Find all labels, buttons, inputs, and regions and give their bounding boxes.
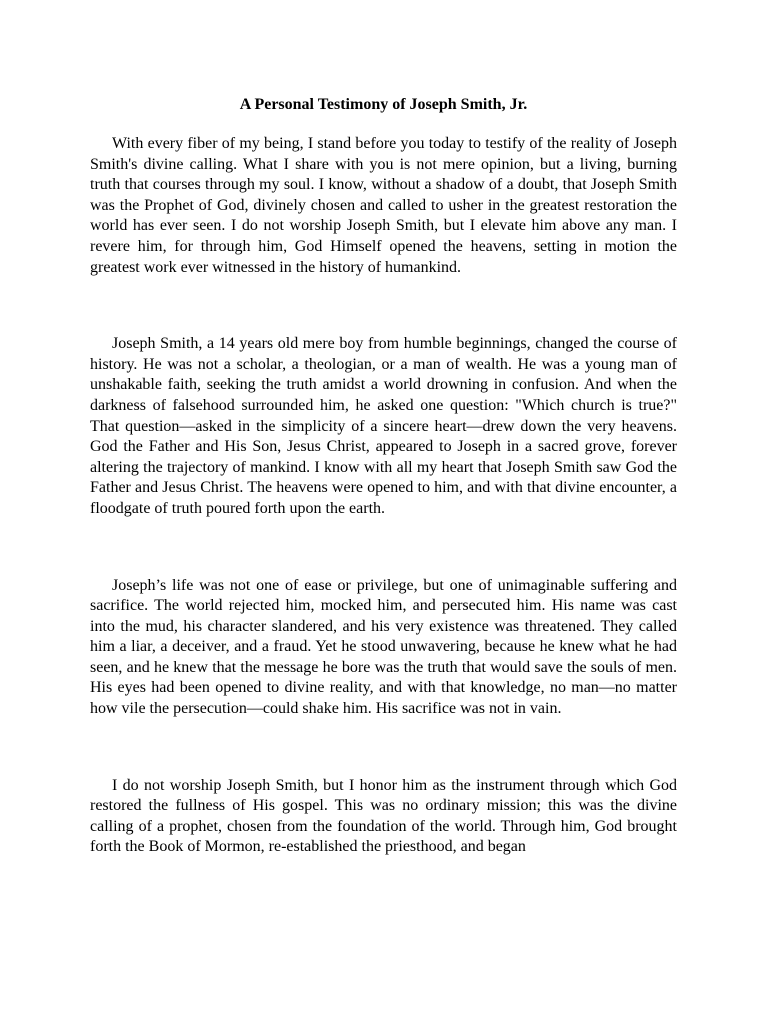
paragraph-4: I do not worship Joseph Smith, but I honor him as the instrument through which God restored the fullness of His gospel. This was no ordinary mission; this was the divine calling of a prophet, chosen from the foundation of the world. Through him, God brought forth the Book of Mormon, re-established the priesthood, and began [90, 776, 677, 856]
document-page [90, 95, 677, 858]
document-title: A Personal Testimony of Joseph Smith, Jr. [239, 96, 528, 113]
paragraph-3: Joseph’s life was not one of ease or privilege, but one of unimaginable suffering and sacrifice. The world rejected him, mocked him, and persecuted him. His name was cast into the mud, his character slandered, and his very existence was threatened. They called him a liar, a deceiver, and a fraud. Yet he stood unwavering, because he knew what he had seen, and he knew that the message he bore was the truth that would save the souls of men. His eyes had been opened to divine reality, and with that knowledge, no man—no matter how vile the persecution—could shake him. His sacrifice was not in vain. [90, 576, 677, 718]
paragraph-2: Joseph Smith, a 14 years old mere boy from humble beginnings, changed the course of history. He was not a scholar, a theologian, or a man of wealth. He was a young man of unshakable faith, seeking the truth amidst a world drowning in confusion. And when the darkness of falsehood surrounded him, he asked one question: "Which church is true?" That question—asked in the simplicity of a sincere heart—drew down the very heavens. God the Father and His Son, Jesus Christ, appeared to Joseph in a sacred grove, forever altering the trajectory of mankind. I know with all my heart that Joseph Smith saw God the Father and Jesus Christ. The heavens were opened to him, and with that divine encounter, a floodgate of truth poured forth upon the earth. [90, 335, 677, 517]
paragraph-1: With every fiber of my being, I stand before you today to testify of the reality of Joseph Smith's divine calling. What I share with you is not mere opinion, but a living, burning truth that courses through my soul. I know, without a shadow of a doubt, that Joseph Smith was the Prophet of God, divinely chosen and called to usher in the greatest restoration the world has ever seen. I do not worship Joseph Smith, but I elevate him above any man. I revere him, for through him, God Himself opened the heavens, setting in motion the greatest work ever witnessed in the history of humankind. [90, 135, 677, 276]
